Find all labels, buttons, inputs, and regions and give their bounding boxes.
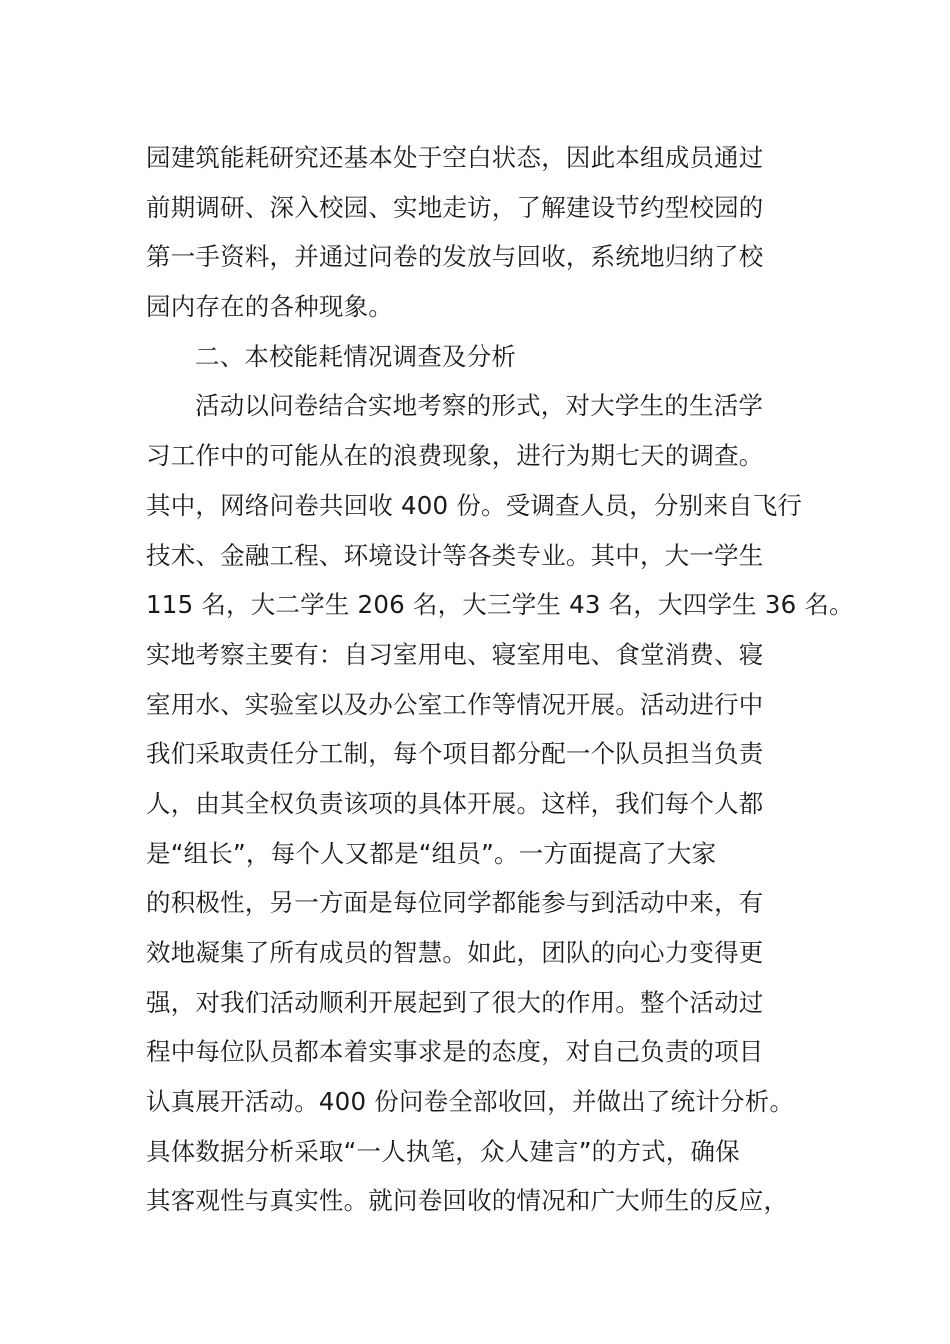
text-line: 的积极性，另一方面是每位同学都能参与到活动中来，有 (146, 888, 764, 918)
text-line: 其中，网络问卷共回收 400 份。受调查人员，分别来自飞行 (146, 490, 803, 520)
text-line: 程中每位队员都本着实事求是的态度，对自己负责的项目 (146, 1037, 764, 1067)
text-line: 室用水、实验室以及办公室工作等情况开展。活动进行中 (146, 689, 764, 719)
text-line: 效地凝集了所有成员的智慧。如此，团队的向心力变得更 (146, 938, 764, 967)
text-line: 第一手资料，并通过问卷的发放与回收，系统地归纳了校 (146, 242, 764, 272)
text-line: 人，由其全权负责该项的具体开展。这样，我们每个人都 (146, 788, 764, 818)
text-line: 实地考察主要有：自习室用电、寝室用电、食堂消费、寝 (146, 639, 764, 669)
text-line: 115 名，大二学生 206 名，大三学生 43 名，大四学生 36 名。 (146, 590, 854, 620)
text-line: 是“组长”，每个人又都是“组员”。一方面提高了大家 (146, 838, 717, 868)
text-line: 具体数据分析采取“一人执笔，众人建言”的方式，确保 (146, 1136, 740, 1166)
body-text (146, 133, 854, 1226)
text-line: 其客观性与真实性。就问卷回收的情况和广大师生的反应， (146, 1186, 789, 1216)
text-line: 园建筑能耗研究还基本处于空白状态，因此本组成员通过 (146, 143, 764, 172)
text-line: 习工作中的可能从在的浪费现象，进行为期七天的调查。 (146, 441, 764, 471)
paragraph-first-line: 二、本校能耗情况调查及分析 (195, 341, 517, 371)
paragraph-first-line: 活动以问卷结合实地考察的形式，对大学生的生活学 (195, 391, 764, 421)
text-line: 我们采取责任分工制，每个项目都分配一个队员担当负责 (146, 739, 764, 769)
text-line: 认真展开活动。400 份问卷全部收回，并做出了统计分析。 (146, 1087, 795, 1117)
text-line: 园内存在的各种现象。 (146, 292, 393, 322)
text-line: 强，对我们活动顺利开展起到了很大的作用。整个活动过 (146, 987, 764, 1017)
text-line: 技术、金融工程、环境设计等各类专业。其中，大一学生 (146, 540, 764, 570)
text-line: 前期调研、深入校园、实地走访，了解建设节约型校园的 (146, 192, 764, 222)
